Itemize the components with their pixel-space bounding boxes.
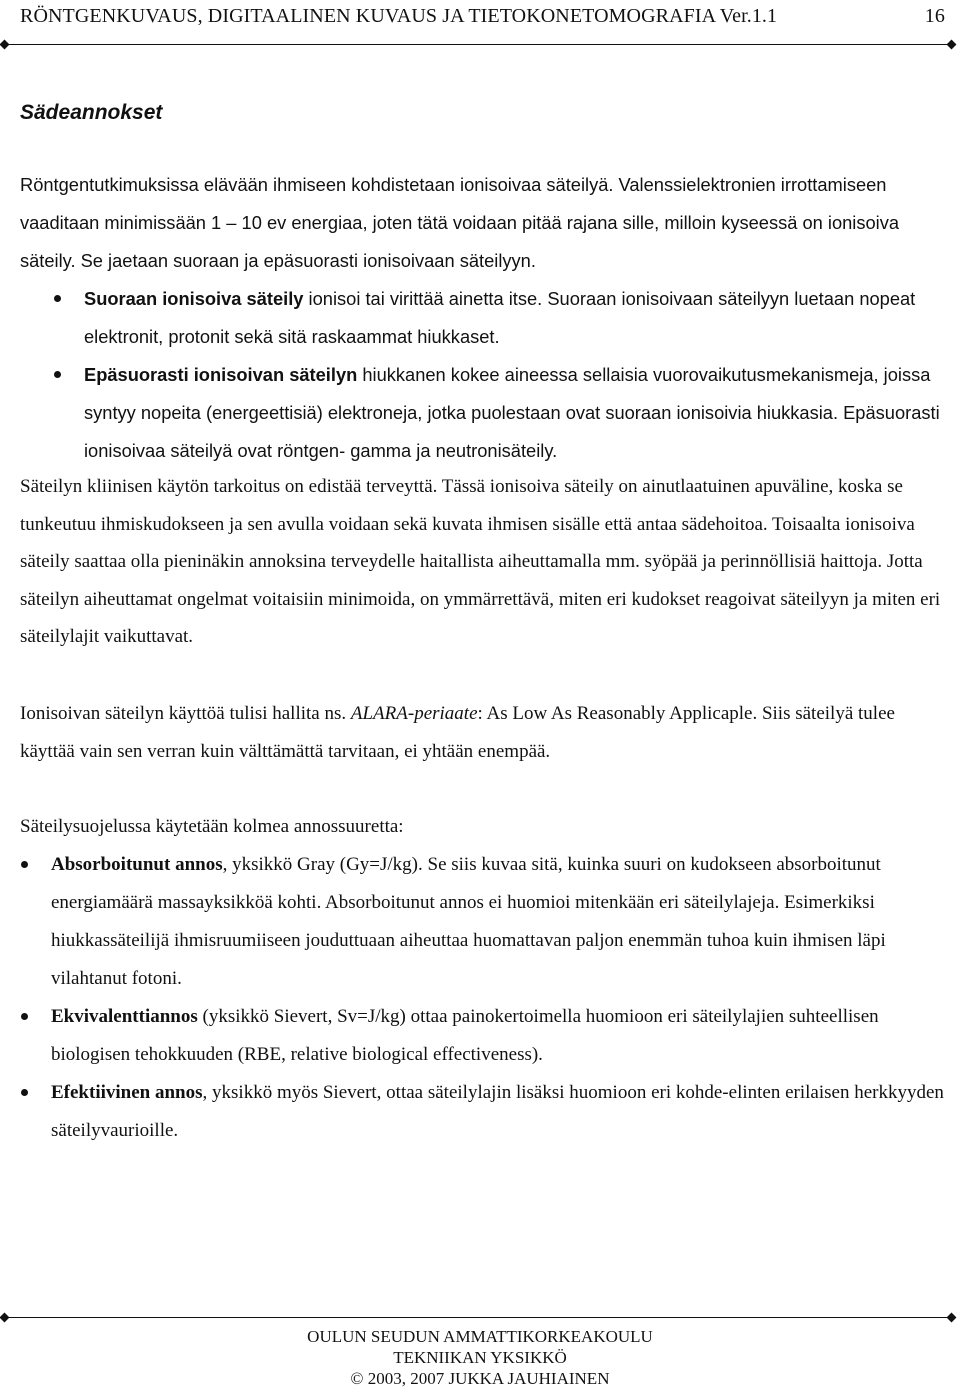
footer-unit: TEKNIIKAN YKSIKKÖ <box>393 1348 567 1367</box>
bullet-text: , yksikkö myös Sievert, ottaa säteilylajin lisäksi huomioon eri kohde-elinten erilaisen herkkyyden säteilyvaurioille. <box>51 1082 944 1141</box>
page-number: 16 <box>924 5 945 27</box>
bullet-term: Absorboitunut annos <box>51 854 223 875</box>
page-footer <box>220 1326 740 1389</box>
bullet-equivalent-dose <box>20 998 950 1074</box>
bullet-term: Efektiivinen annos <box>51 1082 203 1103</box>
dose-quantities-intro: Säteilysuojelussa käytetään kolmea annossuuretta: <box>20 816 404 837</box>
bullet-dot-icon <box>54 295 61 302</box>
alara-text-before: Ionisoivan säteilyn käyttöä tulisi hallita ns. <box>20 703 351 724</box>
bullet-indirect-ionizing <box>20 356 950 470</box>
footer-institution: OULUN SEUDUN AMMATTIKORKEAKOULU <box>307 1327 653 1346</box>
footer-rule-left-diamond-icon <box>0 1313 9 1323</box>
header-title: RÖNTGENKUVAUS, DIGITAALINEN KUVAUS JA TIETOKONETOMOGRAFIA Ver.1.1 <box>20 5 778 27</box>
alara-term: ALARA-periaate <box>350 703 478 724</box>
section-heading: Sädeannokset <box>20 101 163 124</box>
bullet-term: Ekvivalenttiannos <box>51 1006 198 1027</box>
bullet-term: Epäsuorasti ionisoivan säteilyn <box>84 364 358 385</box>
page-header <box>20 4 945 28</box>
alara-paragraph <box>20 695 950 770</box>
bullet-text: ionisoi tai virittää ainetta itse. Suoraan ionisoivaan säteilyyn luetaan nopeat elektronit, protonit sekä sitä raskaammat hiukkaset. <box>84 288 916 347</box>
bullet-direct-ionizing <box>20 280 950 356</box>
bullet-text: , yksikkö Gray (Gy=J/kg). Se siis kuvaa sitä, kuinka suuri on kudokseen absorboitunut energiamäärä massayksikköä kohti. Absorboitunut annos ei huomioi mitenkään eri säteilylajeja. Esimerkiksi hiukkassäteilijä ihmisruumiiseen jouduttuaan aiheuttaa huomattavan paljon enemmän tuhoa kuin ihmisen läpi vilahtanut fotoni. <box>51 854 886 989</box>
footer-copyright: © 2003, 2007 JUKKA JAUHIAINEN <box>350 1369 610 1388</box>
bullet-effective-dose <box>20 1074 950 1150</box>
bullet-text: (yksikkö Sievert, Sv=J/kg) ottaa painokertoimella huomioon eri säteilylajien suhteellisen biologisen tehokkuuden (RBE, relative biological effectiveness). <box>51 1006 879 1065</box>
bullet-dot-icon <box>54 371 61 378</box>
bullet-term: Suoraan ionisoiva säteily <box>84 288 304 309</box>
intro-paragraph: Röntgentutkimuksissa elävään ihmiseen kohdistetaan ionisoivaa säteilyä. Valenssielektronien irrottamiseen vaaditaan minimissään 1 – 10 ev energiaa, joten tätä voidaan pitää rajana sille, milloin kyseessä on ionisoiva säteily. Se jaetaan suoraan ja epäsuorasti ionisoivaan säteilyyn. <box>20 174 900 271</box>
alara-text-after: : As Low As Reasonably Applicaple. Siis säteilyä tulee käyttää vain sen verran kuin välttämättä tarvitaan, ei yhtään enempää. <box>20 703 895 762</box>
clinical-use-paragraph: Säteilyn kliinisen käytön tarkoitus on edistää terveyttä. Tässä ionisoiva säteily on ainutlaatuinen apuväline, koska se tunkeutuu ihmiskudokseen ja sen avulla voidaan sekä kuvata ihmisen sisälle että antaa sädehoitoa. Toisaalta ionisoiva säteily saattaa olla pieninäkin annoksina terveydelle haitallista aiheuttamalla mm. syöpää ja perinnöllisiä haittoja. Jotta säteilyn aiheuttamat ongelmat voitaisiin minimoida, on ymmärrettävä, miten eri kudokset reagoivat säteilyyn ja miten eri säteilylajit vaikuttavat. <box>20 476 941 647</box>
bullet-dot-icon <box>21 1013 28 1020</box>
header-rule-left-diamond-icon <box>0 40 9 50</box>
bullet-dot-icon <box>21 861 28 868</box>
footer-rule <box>5 1317 955 1318</box>
bullet-absorbed-dose <box>20 846 950 998</box>
header-rule <box>5 44 955 45</box>
bullet-dot-icon <box>21 1089 28 1096</box>
bullet-text: hiukkanen kokee aineessa sellaisia vuorovaikutusmekanismeja, joissa syntyy nopeita (energeettisiä) elektroneja, jotka puolestaan ovat suoraan ionisoivia hiukkasia. Epäsuorasti ionisoivaa säteilyä ovat röntgen- gamma ja neutronisäteily. <box>84 364 940 461</box>
header-rule-right-diamond-icon <box>947 40 957 50</box>
footer-rule-right-diamond-icon <box>947 1313 957 1323</box>
